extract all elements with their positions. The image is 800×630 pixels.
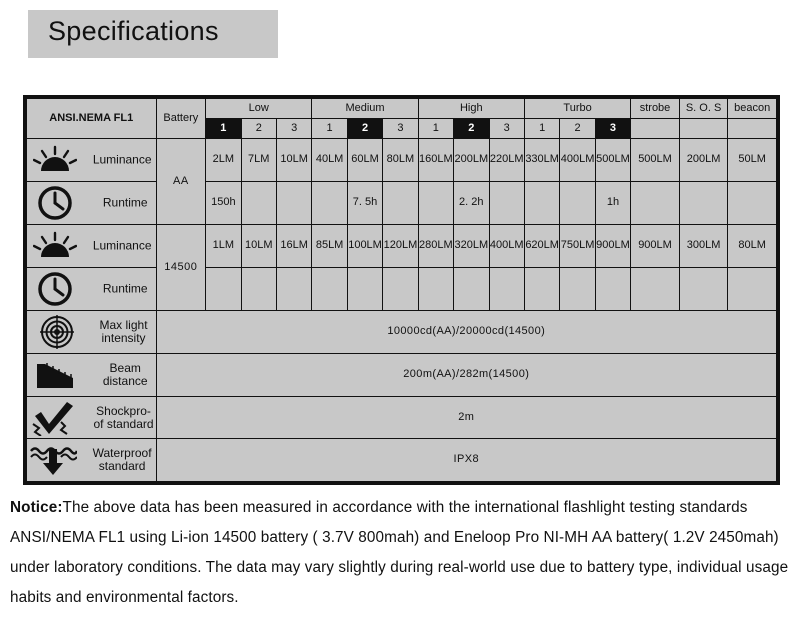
level-medium-1: 1	[312, 119, 347, 139]
beam-icon	[35, 360, 75, 390]
aa-run-medium-2: 7. 5h	[347, 182, 382, 225]
level-high-2: 2	[454, 119, 489, 139]
b14500-lum-medium-2: 100LM	[347, 225, 382, 268]
b14500-run-cell	[595, 268, 630, 311]
luminance-label-cell	[27, 139, 157, 182]
clock-icon	[37, 185, 73, 221]
level-empty	[631, 119, 680, 139]
runtime-label-cell	[27, 268, 157, 311]
level-empty	[728, 119, 777, 139]
water-row	[27, 439, 777, 482]
b14500-runtime-row	[27, 268, 777, 311]
header-strobe: strobe	[631, 99, 680, 119]
aa-run-turbo-1	[524, 182, 559, 225]
battery-14500: 14500	[156, 225, 206, 311]
b14500-lum-strobe: 900LM	[631, 225, 680, 268]
group-turbo: Turbo	[524, 99, 630, 119]
level-low-3: 3	[276, 119, 311, 139]
water-label-cell	[27, 439, 157, 482]
aa-run-low-2	[241, 182, 276, 225]
b14500-lum-medium-1: 85LM	[312, 225, 347, 268]
aa-lum-turbo-1: 330LM	[524, 139, 559, 182]
level-turbo-1: 1	[524, 119, 559, 139]
b14500-run-cell	[454, 268, 489, 311]
shock-label	[94, 404, 154, 430]
b14500-lum-high-3: 400LM	[489, 225, 524, 268]
aa-lum-medium-3: 80LM	[383, 139, 418, 182]
aa-lum-turbo-2: 400LM	[560, 139, 595, 182]
aa-lum-low-1: 2LM	[206, 139, 241, 182]
beam-row	[27, 354, 777, 397]
runtime-label: Runtime	[102, 281, 148, 296]
aa-luminance-row	[27, 139, 777, 182]
sun-icon	[33, 231, 77, 261]
beam-value: 200m(AA)/282m(14500)	[156, 354, 776, 397]
aa-run-high-2: 2. 2h	[454, 182, 489, 225]
aa-lum-high-2: 200LM	[454, 139, 489, 182]
aa-run-medium-3	[383, 182, 418, 225]
max-light-row	[27, 311, 777, 354]
b14500-run-cell	[728, 268, 777, 311]
shock-row	[27, 397, 777, 439]
group-high: High	[418, 99, 524, 119]
aa-run-medium-1	[312, 182, 347, 225]
b14500-run-cell	[276, 268, 311, 311]
sun-icon	[33, 145, 77, 175]
b14500-run-cell	[418, 268, 453, 311]
shock-icon	[31, 400, 75, 436]
water-label	[93, 447, 152, 473]
level-medium-2: 2	[347, 119, 382, 139]
notice-label: Notice:	[10, 499, 63, 516]
level-high-1: 1	[418, 119, 453, 139]
aa-run-low-1: 150h	[206, 182, 241, 225]
page-title: Specifications	[48, 16, 219, 46]
waterproof-icon	[29, 443, 77, 477]
runtime-label-cell	[27, 182, 157, 225]
spec-table-frame	[23, 95, 780, 485]
aa-lum-high-1: 160LM	[418, 139, 453, 182]
max-light-value: 10000cd(AA)/20000cd(14500)	[156, 311, 776, 354]
shock-label-cell	[27, 397, 157, 439]
water-label-1: Waterproof	[92, 445, 152, 460]
battery-aa: AA	[156, 139, 206, 225]
clock-icon	[37, 271, 73, 307]
aa-run-beacon	[728, 182, 777, 225]
b14500-run-cell	[560, 268, 595, 311]
header-battery: Battery	[156, 99, 206, 139]
notice-paragraph	[10, 493, 792, 613]
aa-run-low-3	[276, 182, 311, 225]
level-low-2: 2	[241, 119, 276, 139]
beam-label-1: Beam	[109, 360, 141, 375]
beam-label-cell	[27, 354, 157, 397]
water-label-2: standard	[98, 459, 146, 473]
level-medium-3: 3	[383, 119, 418, 139]
max-light-label-2: intensity	[101, 331, 146, 345]
aa-runtime-row	[27, 182, 777, 225]
aa-lum-high-3: 220LM	[489, 139, 524, 182]
aa-lum-low-3: 10LM	[276, 139, 311, 182]
level-low-1: 1	[206, 119, 241, 139]
aa-run-high-3	[489, 182, 524, 225]
b14500-run-cell	[524, 268, 559, 311]
b14500-run-cell	[679, 268, 728, 311]
aa-lum-beacon: 50LM	[728, 139, 777, 182]
runtime-label: Runtime	[102, 195, 148, 210]
b14500-lum-turbo-3: 900LM	[595, 225, 630, 268]
b14500-run-cell	[347, 268, 382, 311]
spec-table	[26, 98, 777, 482]
level-turbo-3: 3	[595, 119, 630, 139]
shock-value: 2m	[156, 397, 776, 439]
b14500-lum-high-1: 280LM	[418, 225, 453, 268]
b14500-lum-low-3: 16LM	[276, 225, 311, 268]
header-ansi: ANSI.NEMA FL1	[27, 99, 157, 139]
b14500-run-cell	[206, 268, 241, 311]
max-light-label	[100, 319, 148, 345]
notice-text: The above data has been measured in accordance with the international flashlight testing standards ANSI/NEMA FL1 using Li-ion 14500 battery ( 3.7V 800mah) and Eneloop Pro NI-MH AA battery( 1.2V 2450mah) under laboratory conditions. The data may vary slightly during real-world use due to battery type, individual usage habits and environmental factors.	[10, 499, 789, 606]
aa-lum-medium-2: 60LM	[347, 139, 382, 182]
b14500-lum-beacon: 80LM	[728, 225, 777, 268]
aa-run-turbo-2	[560, 182, 595, 225]
b14500-run-cell	[383, 268, 418, 311]
b14500-run-cell	[312, 268, 347, 311]
title-box	[28, 10, 278, 58]
aa-lum-strobe: 500LM	[631, 139, 680, 182]
b14500-lum-medium-3: 120LM	[383, 225, 418, 268]
max-light-label-1: Max light	[99, 317, 148, 332]
aa-lum-sos: 200LM	[679, 139, 728, 182]
b14500-lum-turbo-2: 750LM	[560, 225, 595, 268]
beam-label	[103, 362, 148, 388]
aa-run-turbo-3: 1h	[595, 182, 630, 225]
b14500-lum-sos: 300LM	[679, 225, 728, 268]
beam-label-2: distance	[102, 374, 148, 388]
b14500-run-cell	[489, 268, 524, 311]
header-beacon: beacon	[728, 99, 777, 119]
b14500-run-cell	[631, 268, 680, 311]
luminance-label-cell	[27, 225, 157, 268]
luminance-label: Luminance	[92, 152, 152, 167]
water-value: IPX8	[156, 439, 776, 482]
b14500-lum-low-1: 1LM	[206, 225, 241, 268]
b14500-run-cell	[241, 268, 276, 311]
level-turbo-2: 2	[560, 119, 595, 139]
shock-label-1: Shockpro-	[96, 403, 151, 418]
aa-lum-turbo-3: 500LM	[595, 139, 630, 182]
aa-run-high-1	[418, 182, 453, 225]
aa-run-sos	[679, 182, 728, 225]
group-medium: Medium	[312, 99, 418, 119]
aa-lum-medium-1: 40LM	[312, 139, 347, 182]
b14500-lum-high-2: 320LM	[454, 225, 489, 268]
b14500-lum-turbo-1: 620LM	[524, 225, 559, 268]
target-icon	[39, 314, 75, 350]
max-light-label-cell	[27, 311, 157, 354]
b14500-luminance-row	[27, 225, 777, 268]
level-high-3: 3	[489, 119, 524, 139]
aa-run-strobe	[631, 182, 680, 225]
shock-label-2: of standard	[93, 416, 154, 431]
aa-lum-low-2: 7LM	[241, 139, 276, 182]
luminance-label: Luminance	[92, 238, 152, 253]
level-empty	[679, 119, 728, 139]
header-sos: S. O. S	[679, 99, 728, 119]
b14500-lum-low-2: 10LM	[241, 225, 276, 268]
group-low: Low	[206, 99, 312, 119]
